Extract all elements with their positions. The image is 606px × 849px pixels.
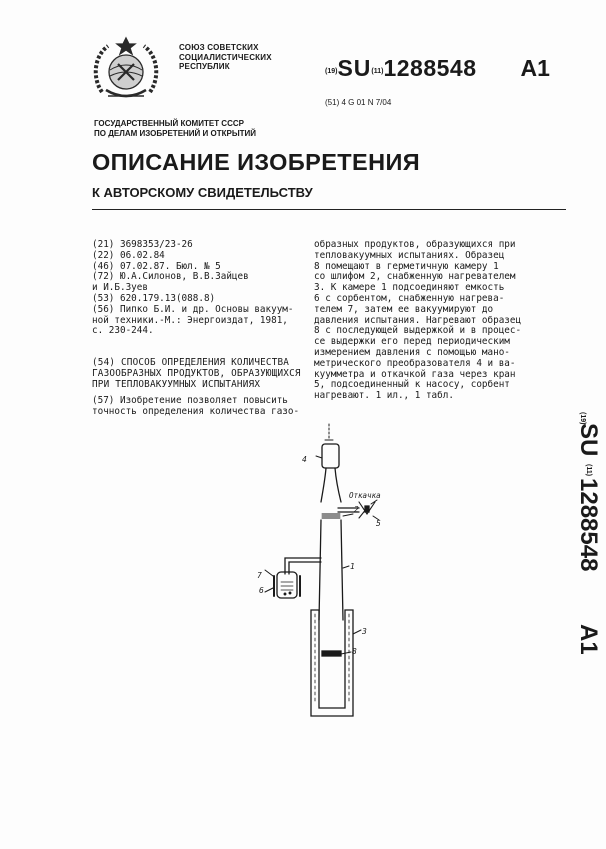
bib-line: с. 230-244. xyxy=(92,325,154,337)
abstract-line: метрического преобразователя 4 и ва- xyxy=(314,357,516,369)
committee-line: ГОСУДАРСТВЕННЫЙ КОМИТЕТ СССР xyxy=(94,119,244,128)
abstract-line: 5, подсоединенный к насосу, сорбент xyxy=(314,379,510,391)
header-divider xyxy=(92,209,566,210)
patent-number-block xyxy=(325,55,550,79)
bib-line: (72) Ю.А.Силонов, В.В.Зайцев xyxy=(92,271,249,283)
abstract-line: 8 помещают в герметичную камеру 1 xyxy=(314,260,499,272)
abstract-line: со шлифом 2, снабженную нагревателем xyxy=(314,271,516,283)
abstract-line: давления испытания. Нагревают образец xyxy=(314,314,522,326)
abstract-line: куумметра и откачкой газа через кран xyxy=(314,368,516,380)
callout-3: 3 xyxy=(362,627,367,636)
kind-code: A1 xyxy=(520,55,550,81)
side-patent-number-text: 1288548 xyxy=(575,478,602,572)
title-line: ПРИ ТЕПЛОВАКУУМНЫХ ИСПЫТАНИЯХ xyxy=(92,378,261,390)
abstract-left xyxy=(92,396,299,418)
country-line: СОЮЗ СОВЕТСКИХ xyxy=(179,43,259,52)
callout-5: 5 xyxy=(376,519,381,528)
bib-line: ной техники.-М.: Энергоиздат, 1981, xyxy=(92,314,288,326)
country-line: СОЦИАЛИСТИЧЕСКИХ xyxy=(179,52,272,62)
ipc-inid-code: (51) 4 xyxy=(325,98,346,107)
callout-4: 4 xyxy=(302,455,307,464)
side-number-inid: (11) xyxy=(585,464,592,477)
callout-2: 2 xyxy=(354,505,359,514)
abstract-line: 3. К камере 1 подсоединяют емкость xyxy=(314,282,505,294)
side-country-inid: (19) xyxy=(579,412,586,425)
bib-line: (46) 07.02.87. Бюл. № 5 xyxy=(92,260,221,272)
committee-name xyxy=(94,119,256,138)
document-title: ОПИСАНИЕ ИЗОБРЕТЕНИЯ xyxy=(92,149,421,175)
title-line: (54) СПОСОБ ОПРЕДЕЛЕНИЯ КОЛИЧЕСТВА xyxy=(92,357,290,368)
abstract-line: (57) Изобретение позволяет повысить xyxy=(92,395,288,406)
country-inid-code: (19) xyxy=(325,68,338,75)
callout-8: 8 xyxy=(352,647,357,656)
side-country-code: SU xyxy=(575,423,602,457)
country-code: SU xyxy=(337,55,372,81)
number-inid-code: (11) xyxy=(371,68,384,75)
abstract-line: нагревают. 1 ил., 1 табл. xyxy=(314,390,454,402)
abstract-line: 8 с последующей выдержкой и в процес- xyxy=(314,325,522,337)
abstract-line: телем 7, затем ее вакуумируют до xyxy=(314,303,494,315)
abstract-line: 6 с сорбентом, снабженную нагрева- xyxy=(314,292,505,304)
country-line: РЕСПУБЛИК xyxy=(179,62,230,71)
abstract-line: измерением давления с помощью мано- xyxy=(314,346,510,358)
bib-line: и И.Б.Зуев xyxy=(92,282,148,294)
document-subtitle: К АВТОРСКОМУ СВИДЕТЕЛЬСТВУ xyxy=(92,185,313,200)
ipc-class xyxy=(325,98,391,107)
abstract-line: тепловакуумных испытаниях. Образец xyxy=(314,249,505,261)
country-name xyxy=(179,43,272,72)
bib-line: (56) Пипко Б.И. и др. Основы вакуум- xyxy=(92,303,294,315)
ipc-value: G 01 N 7/04 xyxy=(348,98,392,107)
ussr-emblem-icon xyxy=(88,30,164,108)
callout-1: 1 xyxy=(350,562,355,571)
apparatus-figure xyxy=(245,420,395,720)
side-kind-code: A1 xyxy=(575,624,602,655)
bib-line: (21) 3698353/23-26 xyxy=(92,239,193,250)
patent-number: 1288548 xyxy=(383,55,477,81)
pump-label: Откачка xyxy=(349,491,381,500)
invention-title xyxy=(92,358,301,390)
bib-line: (22) 06.02.84 xyxy=(92,249,165,261)
abstract-line: образных продуктов, образующихся при xyxy=(314,239,516,250)
callout-7: 7 xyxy=(257,571,262,580)
callout-6: 6 xyxy=(259,586,264,595)
bib-line: (53) 620.179.13(088.8) xyxy=(92,292,216,304)
title-line: ГАЗООБРАЗНЫХ ПРОДУКТОВ, ОБРАЗУЮЩИХСЯ xyxy=(92,367,301,379)
bibliographic-data xyxy=(92,240,294,337)
side-patent-number xyxy=(563,412,602,658)
committee-line: ПО ДЕЛАМ ИЗОБРЕТЕНИЙ И ОТКРЫТИЙ xyxy=(94,128,257,138)
abstract-line: се выдержки его перед периодическим xyxy=(314,336,510,348)
abstract-right xyxy=(314,240,521,402)
abstract-line: точность определения количества газо- xyxy=(92,405,300,417)
